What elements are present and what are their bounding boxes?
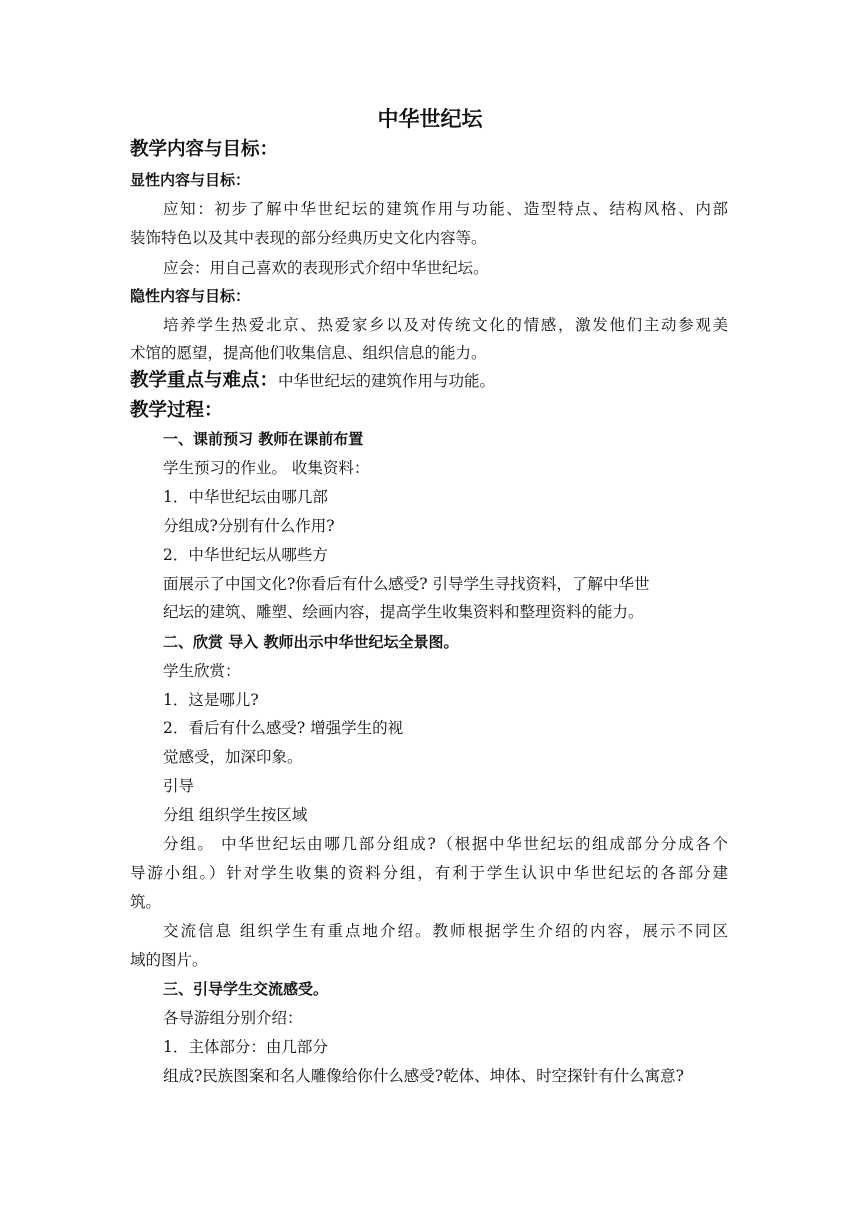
process-heading: 教学过程： — [130, 400, 223, 421]
section2-line: 觉感受，加深印象。 — [163, 748, 303, 766]
section3-heading: 三、引导学生交流感受。 — [163, 980, 329, 998]
section1-line: 2．中华世纪坛从哪些方 — [163, 546, 328, 564]
goals-heading: 教学内容与目标： — [130, 139, 279, 160]
section1-line: 1．中华世纪坛由哪几部 — [163, 488, 328, 506]
section2-para2-line-2: 域的图片。 — [130, 951, 208, 969]
section2-para1-line-3: 筑。 — [130, 893, 162, 911]
section1-line: 学生预习的作业。 收集资料： — [163, 459, 370, 477]
section1-line: 分组成?分别有什么作用? — [163, 517, 335, 535]
explicit-can: 应会：用自己喜欢的表现形式介绍中华世纪坛。 — [163, 259, 489, 277]
section2-line: 2．看后有什么感受? 增强学生的视 — [163, 719, 404, 737]
section2-para2-line-1: 交流信息 组织学生有重点地介绍。教师根据学生介绍的内容，展示不同区 — [163, 922, 728, 940]
section2-heading: 二、欣赏 导入 教师出示中华世纪坛全景图。 — [163, 633, 459, 651]
section3-last-line: 组成?民族图案和名人雕像给你什么感受?乾体、坤体、时空探针有什么寓意? — [163, 1067, 684, 1085]
key-points — [130, 369, 495, 393]
explicit-know-line-1: 应知：初步了解中华世纪坛的建筑作用与功能、造型特点、结构风格、内部 — [163, 200, 728, 218]
document-title: 中华世纪坛 — [377, 107, 483, 131]
section2-line: 引导 — [163, 777, 195, 795]
key-points-heading: 教学重点与难点： — [130, 370, 279, 391]
key-points-text: 中华世纪坛的建筑作用与功能。 — [278, 372, 496, 390]
implicit-line-1: 培养学生热爱北京、热爱家乡以及对传统文化的情感，激发他们主动参观美 — [163, 316, 728, 334]
section2-line: 分组 组织学生按区域 — [163, 806, 308, 824]
section2-para1-line-2: 导游小组。）针对学生收集的资料分组，有利于学生认识中华世纪坛的各部分建 — [130, 864, 728, 882]
section2-line: 学生欣赏： — [163, 662, 241, 680]
section1-line: 纪坛的建筑、雕塑、绘画内容，提高学生收集资料和整理资料的能力。 — [163, 603, 644, 621]
section1-line: 面展示了中国文化?你看后有什么感受? 引导学生寻找资料，了解中华世 — [163, 575, 650, 593]
implicit-heading: 隐性内容与目标： — [130, 287, 251, 305]
implicit-line-2: 术馆的愿望，提高他们收集信息、组织信息的能力。 — [130, 344, 487, 362]
section2-para1-line-1: 分组。 中华世纪坛由哪几部分组成?（根据中华世纪坛的组成部分分成各个 — [163, 835, 728, 853]
section3-line: 各导游组分别介绍： — [163, 1009, 303, 1027]
explicit-heading: 显性内容与目标： — [130, 171, 251, 189]
section3-line: 1．主体部分：由几部分 — [163, 1038, 328, 1056]
explicit-know-line-2: 装饰特色以及其中表现的部分经典历史文化内容等。 — [130, 229, 487, 247]
section1-heading: 一、课前预习 教师在课前布置 — [163, 430, 364, 448]
section2-line: 1．这是哪儿? — [163, 691, 259, 709]
